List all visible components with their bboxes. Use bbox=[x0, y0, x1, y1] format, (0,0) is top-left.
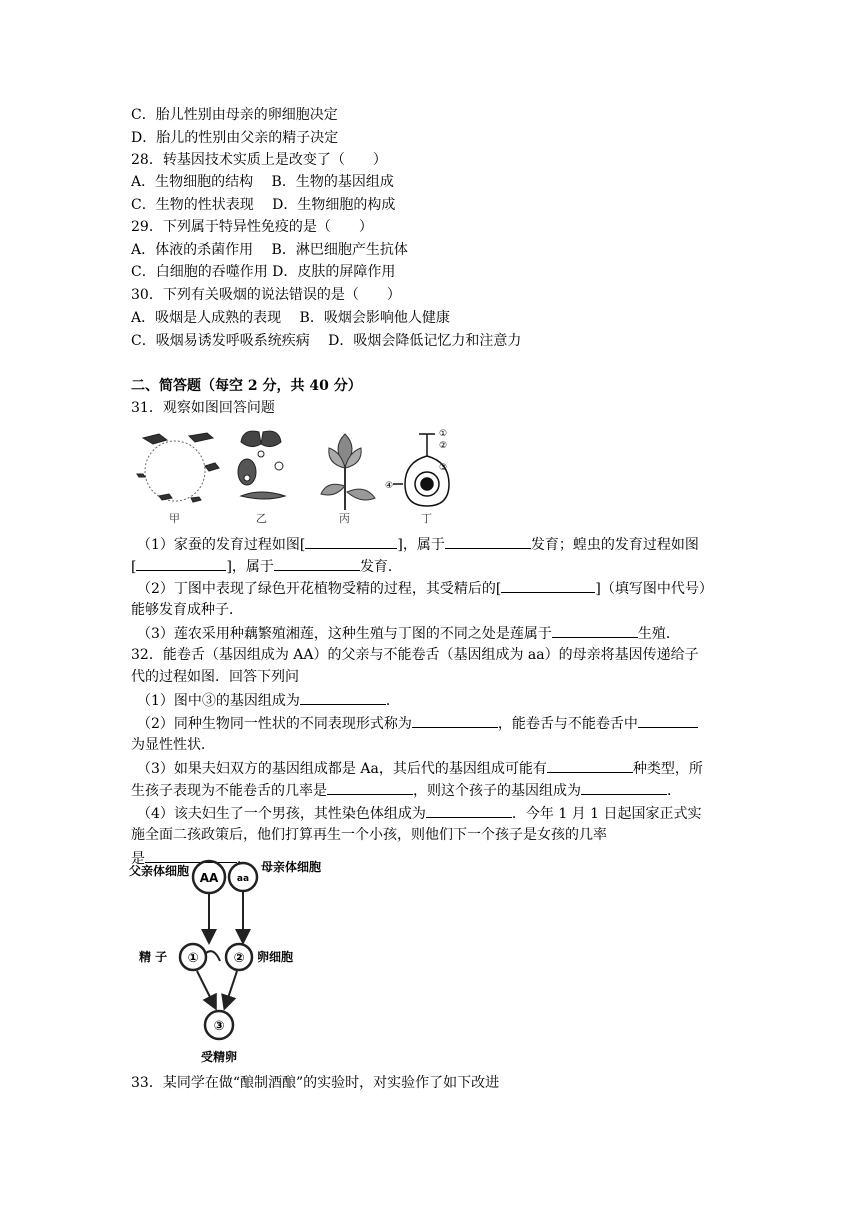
father-gene: AA bbox=[199, 871, 219, 885]
q32-part2-line1: （2）同种生物同一性状的不同表现形式称为 ，能卷舌与不能卷舌中 bbox=[137, 713, 698, 734]
figure-31 bbox=[129, 426, 447, 526]
figure-label-ding: 丁 bbox=[421, 512, 432, 525]
q29-options-cd: C．白细胞的吞噬作用 D．皮肤的屏障作用 bbox=[131, 264, 396, 280]
q27-option-c: C．胎儿性别由母亲的卵细胞决定 bbox=[131, 107, 338, 123]
q32-stem-line2: 代的过程如图．回答下列问 bbox=[131, 669, 299, 685]
egg-label: 卵细胞 bbox=[257, 950, 294, 964]
flower-image bbox=[321, 434, 375, 510]
answer-blank[interactable] bbox=[426, 803, 512, 818]
q29-options-ab: A．体液的杀菌作用 B．淋巴细胞产生抗体 bbox=[131, 242, 408, 258]
answer-blank[interactable] bbox=[412, 713, 498, 728]
answer-blank[interactable] bbox=[501, 578, 595, 593]
q30-options-cd: C．吸烟易诱发呼吸系统疾病 D．吸烟会降低记忆力和注意力 bbox=[131, 333, 522, 349]
figure-label-jia: 甲 bbox=[169, 512, 180, 525]
q32-part4-line1: （4）该夫妇生了一个男孩，其性染色体组成为 ．今年 1 月 1 日起国家正式实 bbox=[137, 803, 702, 824]
answer-blank[interactable] bbox=[445, 534, 531, 549]
mother-gene: aa bbox=[236, 874, 250, 884]
q30-stem: 30．下列有关吸烟的说法错误的是（ ） bbox=[131, 287, 401, 303]
zygote-number: ③ bbox=[213, 1019, 225, 1034]
answer-blank[interactable] bbox=[581, 780, 667, 795]
sperm-to-zygote-arrow bbox=[197, 971, 215, 1007]
figure-32-inheritance bbox=[129, 857, 322, 1069]
q32-part4-line3: 是 ． bbox=[131, 848, 251, 869]
sperm-number: ① bbox=[187, 951, 199, 966]
q31-stem: 31．观察如图回答问题 bbox=[131, 400, 275, 416]
pistil-label-1: ① bbox=[439, 429, 448, 439]
answer-blank[interactable] bbox=[327, 780, 413, 795]
answer-blank[interactable] bbox=[136, 556, 226, 571]
q31-part2-line2: 能够发育成种子． bbox=[131, 602, 243, 618]
q32-part2-line2: 为显性性状． bbox=[131, 737, 215, 753]
answer-blank[interactable] bbox=[552, 623, 638, 638]
answer-blank[interactable] bbox=[638, 713, 698, 728]
q32-part3-line1: （3）如果夫妇双方的基因组成都是 Aa，其后代的基因组成可能有 种类型，所 bbox=[137, 758, 703, 779]
pistil-label-4: ④ bbox=[385, 481, 394, 491]
q32-part4-line2: 施全面二孩政策后，他们打算再生一个小孩，则他们下一个孩子是女孩的几率 bbox=[131, 827, 607, 843]
q31-part3: （3）莲农采用种藕繁殖湘莲，这种生殖与丁图的不同之处是莲属于 生殖． bbox=[137, 623, 680, 644]
egg-to-zygote-arrow bbox=[225, 971, 237, 1007]
q31-part1-line2: [ ]，属于 发育． bbox=[131, 556, 402, 577]
answer-blank[interactable] bbox=[300, 690, 386, 705]
q27-option-d: D．胎儿的性别由父亲的精子决定 bbox=[131, 130, 339, 146]
answer-blank[interactable] bbox=[305, 534, 397, 549]
section-heading: 二、简答题（每空 2 分，共 40 分） bbox=[131, 378, 362, 394]
q33-stem: 33．某同学在做“酿制酒酿”的实验时，对实验作了如下改进 bbox=[131, 1075, 500, 1091]
q32-stem-line1: 32．能卷舌（基因组成为 AA）的父亲与不能卷舌（基因组成为 aa）的母亲将基因传递给子 bbox=[131, 647, 699, 663]
silkworm-cycle-image bbox=[238, 431, 285, 499]
pistil-label-2: ② bbox=[439, 441, 448, 451]
figure-label-yi: 乙 bbox=[256, 512, 267, 525]
mother-cell-label: 母亲体细胞 bbox=[261, 860, 322, 874]
pistil-label-3: ③ bbox=[439, 463, 448, 473]
q32-part1: （1）图中③的基因组成为 ． bbox=[137, 690, 400, 711]
sperm-tail bbox=[206, 951, 220, 961]
egg-number: ② bbox=[233, 951, 245, 966]
q32-part3-line2: 生孩子表现为不能卷舌的几率是 ，则这个孩子的基因组成为 ． bbox=[131, 780, 681, 801]
father-cell-label: 父亲体细胞 bbox=[129, 864, 190, 878]
q31-part1-line1: （1）家蚕的发育过程如图[ ]，属于 发育；蝗虫的发育过程如图 bbox=[137, 534, 699, 555]
q28-options-ab: A．生物细胞的结构 B．生物的基因组成 bbox=[131, 174, 394, 190]
q28-stem: 28．转基因技术实质上是改变了（ ） bbox=[131, 152, 387, 168]
q28-options-cd: C．生物的性状表现 D．生物细胞的构成 bbox=[131, 197, 396, 213]
sperm-label: 精 子 bbox=[139, 950, 168, 964]
q31-part2-line1: （2）丁图中表现了绿色开花植物受精的过程，其受精后的[ ]（填写图中代号） bbox=[137, 578, 713, 599]
answer-blank[interactable] bbox=[274, 556, 360, 571]
q30-options-ab: A．吸烟是人成熟的表现 B．吸烟会影响他人健康 bbox=[131, 310, 450, 326]
grasshopper-cycle-image bbox=[137, 433, 219, 502]
q29-stem: 29．下列属于特异性免疫的是（ ） bbox=[131, 219, 373, 235]
zygote-label: 受精卵 bbox=[201, 1050, 238, 1064]
answer-blank[interactable] bbox=[547, 758, 633, 773]
figure-label-bing: 丙 bbox=[339, 512, 350, 525]
